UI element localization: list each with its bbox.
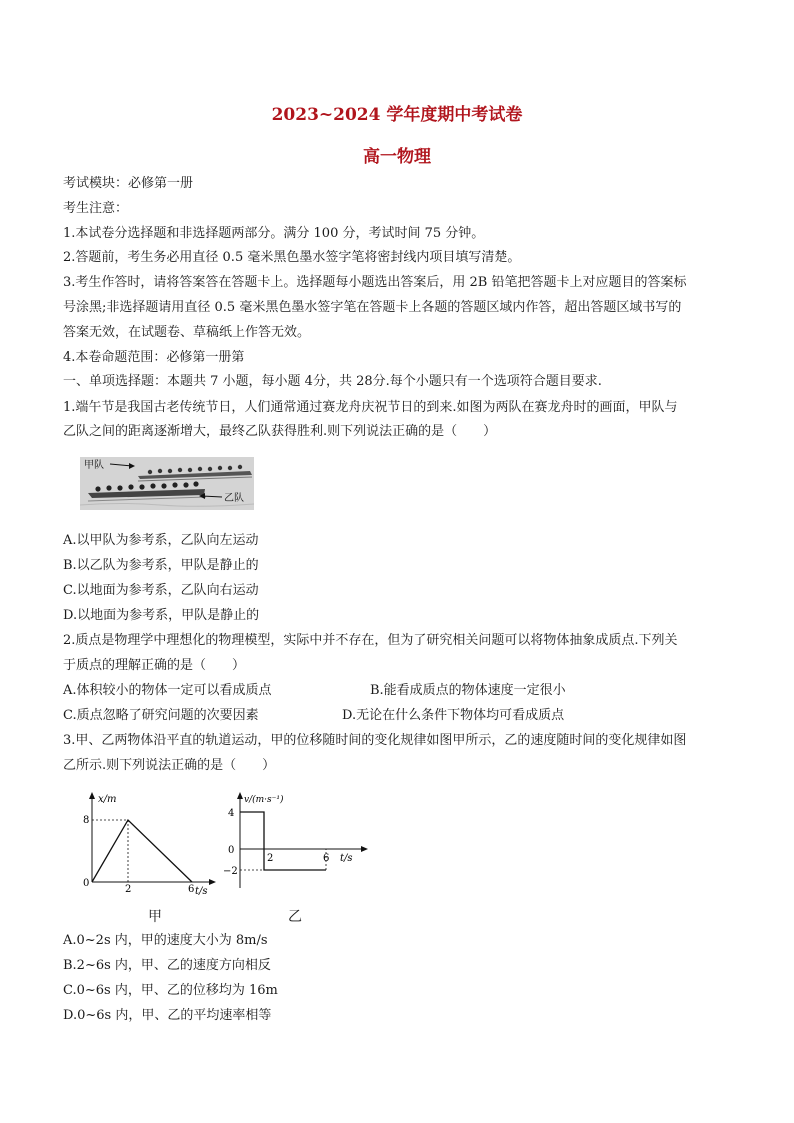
figure-yi-vt-graph [222,788,372,898]
y-axis-label: x/m [98,794,117,805]
q2-stem-line2: 于质点的理解正确的是（ ） [63,658,246,673]
exam-subject: 高一物理 [363,147,431,167]
notice-item-4: 4.本卷命题范围：必修第一册第 [63,350,245,365]
notice-heading: 考生注意： [63,201,129,216]
tick-y-neg2: −2 [223,866,238,877]
displacement-line [92,820,192,882]
tick-x-6: 6 [323,853,330,864]
notice-item-3-line3: 答案无效，在试题卷、草稿纸上作答无效。 [63,325,311,340]
notice-item-2: 2.答题前，考生务必用直径 0.5 毫米黑色墨水签字笔将密封线内项目填写清楚。 [63,250,521,265]
notice-item-3-line2: 号涂黑;非选择题请用直径 0.5 毫米黑色墨水签字笔在答题卡上各题的答题区域内作答，超出答题区域书写的 [63,300,682,315]
notice-item-1: 1.本试卷分选择题和非选择题两部分。满分 100 分，考试时间 75 分钟。 [63,226,485,241]
label-team-jia: 甲队 [84,460,104,471]
figure-jia-xt-graph [80,788,220,898]
q1-option-b: B.以乙队为参考系，甲队是静止的 [63,558,259,573]
tick-x-2: 2 [125,884,132,895]
q2-option-b: B.能看成质点的物体速度一定很小 [370,683,566,698]
q2-option-d: D.无论在什么条件下物体均可看成质点 [342,708,565,723]
q2-stem-line1: 2.质点是物理学中理想化的物理模型，实际中并不存在，但为了研究相关问题可以将物体抽象成质点.下列关 [63,633,678,648]
dragon-boat-photo [80,457,254,510]
tick-y-0: 0 [228,845,235,856]
label-team-yi: 乙队 [224,493,244,504]
q3-option-d: D.0~6s 内，甲、乙的平均速率相等 [63,1008,272,1023]
q3-stem-line2: 乙所示.则下列说法正确的是（ ） [63,758,276,773]
figure-yi-caption: 乙 [288,909,302,925]
figure-jia-caption: 甲 [148,909,162,925]
tick-y-8: 8 [83,815,90,826]
tick-origin: 0 [83,878,90,889]
q1-option-a: A.以甲队为参考系，乙队向左运动 [63,533,259,548]
x-axis-label: t/s [340,853,353,864]
q1-stem-line1: 1.端午节是我国古老传统节日，人们通常通过赛龙舟庆祝节日的到来.如图为两队在赛龙舟时的画面，甲队与 [63,400,678,415]
section-heading: 一、单项选择题：本题共 7 小题，每小题 4分，共 28分.每个小题只有一个选项符合题目要求. [63,374,602,389]
q3-option-a: A.0~2s 内，甲的速度大小为 8m/s [63,933,268,948]
q1-option-d: D.以地面为参考系，甲队是静止的 [63,608,260,623]
tick-x-6: 6 [188,884,195,895]
tick-x-2: 2 [267,853,274,864]
q3-option-c: C.0~6s 内，甲、乙的位移均为 16m [63,983,278,998]
q3-option-b: B.2~6s 内，甲、乙的速度方向相反 [63,958,271,973]
q2-option-c: C.质点忽略了研究问题的次要因素 [63,708,259,723]
tick-y-4: 4 [228,808,235,819]
velocity-line [240,812,326,870]
notice-item-3-line1: 3.考生作答时，请将答案答在答题卡上。选择题每小题选出答案后，用 2B 铅笔把答题卡上对应题目的答案标 [63,275,687,290]
exam-module: 考试模块：必修第一册 [63,176,194,191]
y-axis-label: v/(m·s⁻¹) [244,795,284,805]
q1-stem-line2: 乙队之间的距离逐渐增大，最终乙队获得胜利.则下列说法正确的是（ ） [63,424,497,439]
exam-title: 2023~2024 学年度期中考试卷 [271,105,523,125]
q3-stem-line1: 3.甲、乙两物体沿平直的轨道运动，甲的位移随时间的变化规律如图甲所示，乙的速度随时间的变化规律如图 [63,733,687,748]
x-axis-label: t/s [195,886,208,897]
q1-option-c: C.以地面为参考系，乙队向右运动 [63,583,259,598]
q2-option-a: A.体积较小的物体一定可以看成质点 [63,683,272,698]
